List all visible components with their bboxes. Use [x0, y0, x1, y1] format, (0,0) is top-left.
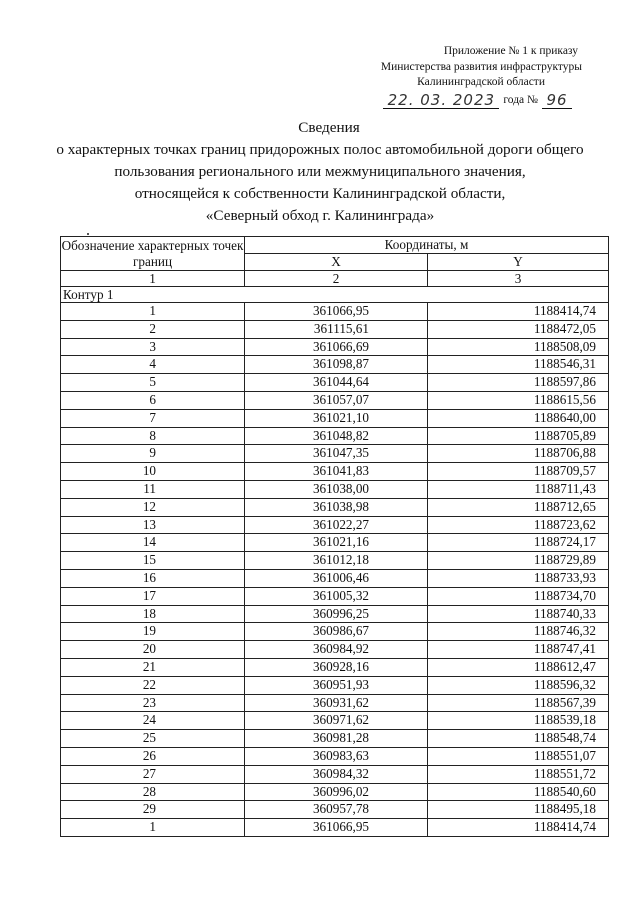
table-row [61, 712, 609, 730]
table-row [61, 552, 609, 570]
y-coordinate: 1188597,86 [428, 374, 609, 392]
y-coordinate: 1188472,05 [428, 320, 609, 338]
y-coordinate: 1188733,93 [428, 569, 609, 587]
point-number: 15 [61, 552, 245, 570]
table-row [61, 303, 609, 321]
order-number: 96 [542, 92, 572, 109]
contour-label: Контур 1 [61, 287, 609, 303]
y-coordinate: 1188723,62 [428, 516, 609, 534]
y-coordinate: 1188746,32 [428, 623, 609, 641]
y-coordinate: 1188640,00 [428, 409, 609, 427]
title-heading: Сведения [298, 119, 360, 136]
table-row [61, 356, 609, 374]
x-header: X [245, 254, 428, 271]
y-coordinate: 1188706,88 [428, 445, 609, 463]
point-number: 2 [61, 320, 245, 338]
y-coordinate: 1188709,57 [428, 463, 609, 481]
y-coordinate: 1188740,33 [428, 605, 609, 623]
coordinates-header: Координаты, м [245, 237, 609, 254]
y-coordinate: 1188711,43 [428, 480, 609, 498]
x-coordinate: 361038,00 [245, 480, 428, 498]
y-coordinate: 1188615,56 [428, 391, 609, 409]
y-coordinate: 1188567,39 [428, 694, 609, 712]
y-coordinate: 1188414,74 [428, 303, 609, 321]
y-header: Y [428, 254, 609, 271]
y-coordinate: 1188705,89 [428, 427, 609, 445]
x-coordinate: 361021,10 [245, 409, 428, 427]
x-coordinate: 360986,67 [245, 623, 428, 641]
point-number: 17 [61, 587, 245, 605]
y-coordinate: 1188729,89 [428, 552, 609, 570]
table-row [61, 641, 609, 659]
contour-row [61, 287, 609, 303]
x-coordinate: 360928,16 [245, 658, 428, 676]
x-coordinate: 361038,98 [245, 498, 428, 516]
table-row [61, 658, 609, 676]
column-number: 1 [61, 271, 245, 287]
point-number: 12 [61, 498, 245, 516]
title-line-1: о характерных точках границ придорожных полос автомобильной дороги общего [56, 141, 584, 158]
point-number: 6 [61, 391, 245, 409]
table-row [61, 694, 609, 712]
point-number: 8 [61, 427, 245, 445]
x-coordinate: 360996,02 [245, 783, 428, 801]
coordinates-table [60, 236, 609, 837]
y-coordinate: 1188596,32 [428, 676, 609, 694]
table-row [61, 534, 609, 552]
x-coordinate: 361047,35 [245, 445, 428, 463]
point-number: 19 [61, 623, 245, 641]
table-row [61, 819, 609, 837]
x-coordinate: 361044,64 [245, 374, 428, 392]
y-coordinate: 1188612,47 [428, 658, 609, 676]
table-row [61, 783, 609, 801]
column-number-row [61, 271, 609, 287]
x-coordinate: 361098,87 [245, 356, 428, 374]
document-title [0, 117, 640, 227]
title-line-4: «Северный обход г. Калининграда» [205, 207, 435, 224]
point-number: 20 [61, 641, 245, 659]
point-number: 25 [61, 730, 245, 748]
y-coordinate: 1188546,31 [428, 356, 609, 374]
x-coordinate: 360984,32 [245, 765, 428, 783]
x-coordinate: 361057,07 [245, 391, 428, 409]
x-coordinate: 361048,82 [245, 427, 428, 445]
point-number: 24 [61, 712, 245, 730]
point-number: 18 [61, 605, 245, 623]
table-row [61, 320, 609, 338]
x-coordinate: 361021,16 [245, 534, 428, 552]
table-row [61, 623, 609, 641]
point-number: 13 [61, 516, 245, 534]
y-coordinate: 1188508,09 [428, 338, 609, 356]
point-number: 3 [61, 338, 245, 356]
table-row [61, 747, 609, 765]
y-coordinate: 1188548,74 [428, 730, 609, 748]
point-number: 27 [61, 765, 245, 783]
x-coordinate: 360981,28 [245, 730, 428, 748]
x-coordinate: 361041,83 [245, 463, 428, 481]
table-row [61, 374, 609, 392]
x-coordinate: 361012,18 [245, 552, 428, 570]
table-row [61, 391, 609, 409]
table-row [61, 427, 609, 445]
column-number: 3 [428, 271, 609, 287]
table-row [61, 730, 609, 748]
y-coordinate: 1188712,65 [428, 498, 609, 516]
point-number: 10 [61, 463, 245, 481]
title-line-3: относящейся к собственности Калининградской области, [134, 185, 506, 202]
table-row [61, 409, 609, 427]
point-number: 16 [61, 569, 245, 587]
approval-line-2: Министерства развития инфраструктуры [380, 60, 582, 73]
point-number: 28 [61, 783, 245, 801]
approval-block [300, 44, 630, 109]
table-row [61, 587, 609, 605]
table-row [61, 445, 609, 463]
x-coordinate: 361022,27 [245, 516, 428, 534]
table-row [61, 338, 609, 356]
table-row [61, 569, 609, 587]
x-coordinate: 360996,25 [245, 605, 428, 623]
x-coordinate: 360931,62 [245, 694, 428, 712]
x-coordinate: 360983,63 [245, 747, 428, 765]
y-coordinate: 1188540,60 [428, 783, 609, 801]
x-coordinate: 360957,78 [245, 801, 428, 819]
approval-line-1: Приложение № 1 к приказу [443, 45, 578, 57]
table-row [61, 463, 609, 481]
table-row [61, 605, 609, 623]
y-coordinate: 1188495,18 [428, 801, 609, 819]
order-date-line [300, 92, 572, 109]
point-number: 5 [61, 374, 245, 392]
point-number: 4 [61, 356, 245, 374]
x-coordinate: 361006,46 [245, 569, 428, 587]
scan-speck [87, 233, 89, 235]
point-number: 7 [61, 409, 245, 427]
order-number-label: года № [503, 94, 538, 106]
table-row [61, 801, 609, 819]
point-number: 1 [61, 303, 245, 321]
order-date: 22. 03. 2023 [383, 92, 499, 109]
x-coordinate: 361066,69 [245, 338, 428, 356]
y-coordinate: 1188414,74 [428, 819, 609, 837]
y-coordinate: 1188551,72 [428, 765, 609, 783]
point-number: 26 [61, 747, 245, 765]
y-coordinate: 1188734,70 [428, 587, 609, 605]
column-number: 2 [245, 271, 428, 287]
point-number: 1 [61, 819, 245, 837]
table-row [61, 480, 609, 498]
table-row [61, 765, 609, 783]
approval-line-3: Калининградской области [417, 76, 545, 88]
point-number: 21 [61, 658, 245, 676]
table-row [61, 498, 609, 516]
table-row [61, 516, 609, 534]
point-number: 14 [61, 534, 245, 552]
x-coordinate: 361005,32 [245, 587, 428, 605]
point-number: 9 [61, 445, 245, 463]
x-coordinate: 361066,95 [245, 303, 428, 321]
x-coordinate: 360971,62 [245, 712, 428, 730]
title-line-2: пользования регионального или межмуниципального значения, [114, 163, 526, 180]
y-coordinate: 1188551,07 [428, 747, 609, 765]
x-coordinate: 360951,93 [245, 676, 428, 694]
x-coordinate: 360984,92 [245, 641, 428, 659]
table-row [61, 676, 609, 694]
x-coordinate: 361066,95 [245, 819, 428, 837]
point-number: 29 [61, 801, 245, 819]
point-designation-header: Обозначение характерных точек границ [61, 237, 244, 269]
point-number: 11 [61, 480, 245, 498]
x-coordinate: 361115,61 [245, 320, 428, 338]
point-number: 22 [61, 676, 245, 694]
y-coordinate: 1188724,17 [428, 534, 609, 552]
y-coordinate: 1188539,18 [428, 712, 609, 730]
point-number: 23 [61, 694, 245, 712]
y-coordinate: 1188747,41 [428, 641, 609, 659]
